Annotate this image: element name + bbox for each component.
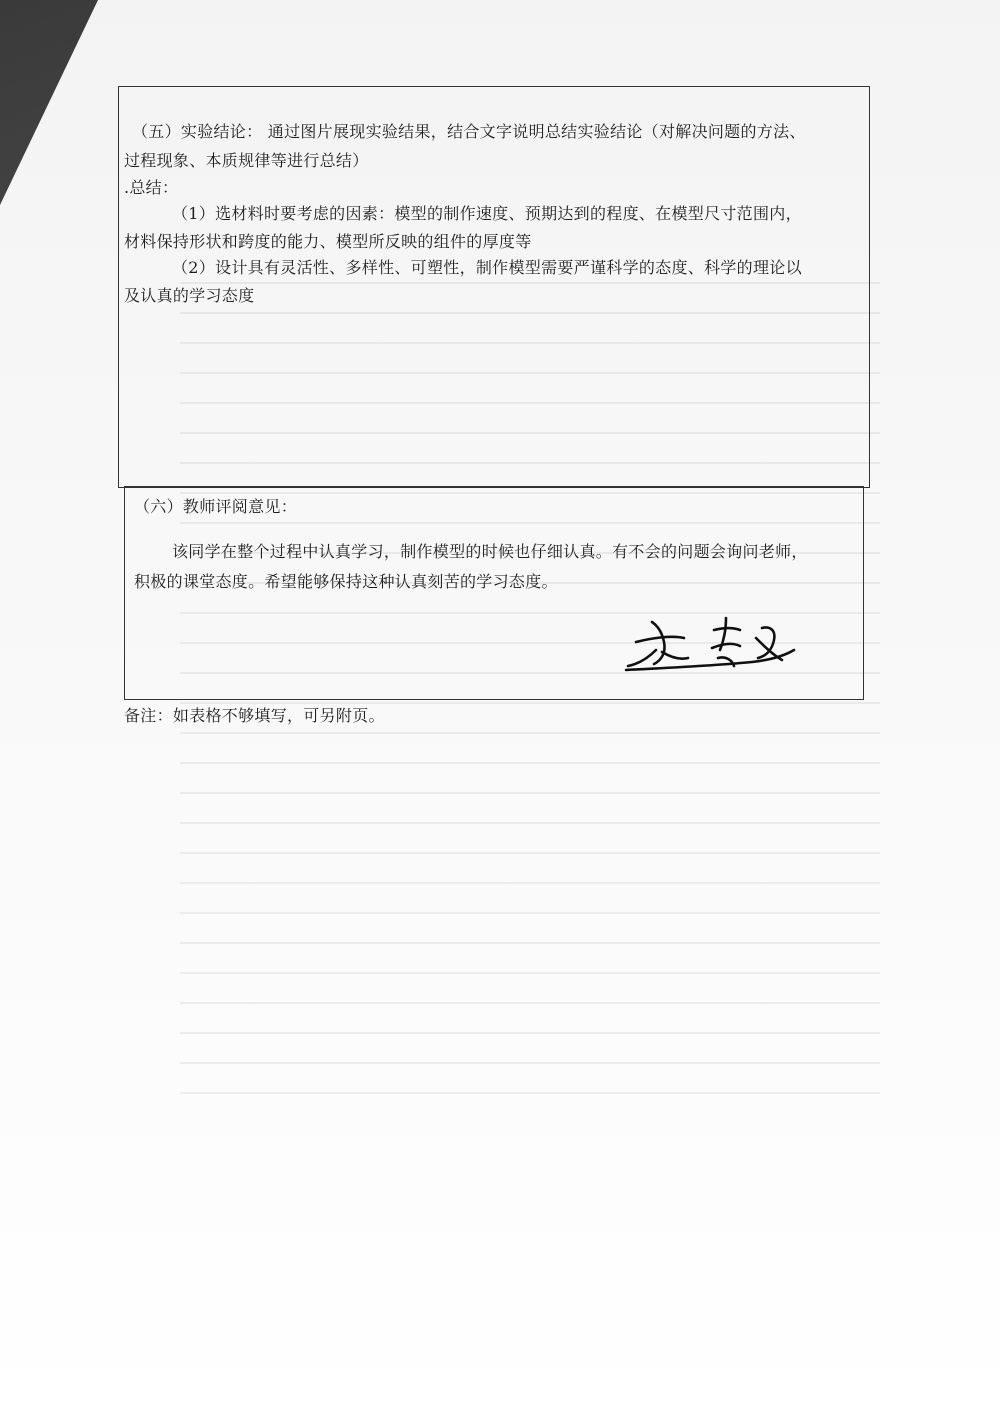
teacher-comment-line2: 积极的课堂态度。希望能够保持这种认真刻苦的学习态度。 xyxy=(134,572,558,591)
footnote: 备注：如表格不够填写，可另附页。 xyxy=(124,706,385,725)
summary-label: .总结： xyxy=(124,178,179,197)
signature-text: 文志达 xyxy=(622,608,625,609)
conclusion-point2-line2: 及认真的学习态度 xyxy=(124,286,255,305)
conclusion-point1-line1: （1）选材料时要考虑的因素：模型的制作速度、预期达到的程度、在模型尺寸范围内， xyxy=(172,204,802,223)
teacher-comment-line1: 该同学在整个过程中认真学习，制作模型的时候也仔细认真。有不会的问题会询问老师， xyxy=(172,542,808,561)
conclusion-point1-line2: 材料保持形状和跨度的能力、模型所反映的组件的厚度等 xyxy=(124,232,532,251)
teacher-review-heading: （六）教师评阅意见： xyxy=(134,497,298,516)
conclusion-heading-line1: （五）实验结论： 通过图片展现实验结果，结合文字说明总结实验结论（对解决问题的方法、 xyxy=(132,122,806,141)
conclusion-heading-line2: 过程现象、本质规律等进行总结） xyxy=(124,151,369,170)
teacher-signature xyxy=(622,608,797,678)
conclusion-point2-line1: （2）设计具有灵活性、多样性、可塑性，制作模型需要严谨科学的态度、科学的理论以 xyxy=(172,258,802,277)
